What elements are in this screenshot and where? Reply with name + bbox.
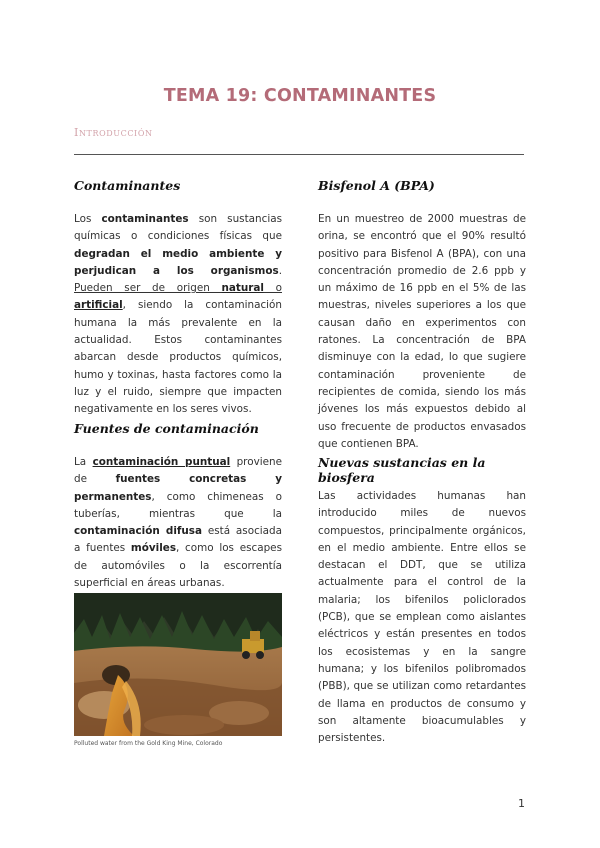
paragraph-bpa: En un muestreo de 2000 muestras de orina, se encontró que el 90% resultó positivo para Bisfenol A (BPA), con una concentración promedio de 2.6 ppb y un máximo de 16 ppb en el 5% de las muestras, niveles superiores a los que causan daño en experimentos con ratones. La concentración de BPA disminuye con la edad, lo que sugiere contaminación proveniente de recipientes de comida, siendo los más jóvenes los más expuestos debido al uso frecuente de productos envasados que contienen BPA. (318, 213, 526, 450)
heading-fuentes: Fuentes de contaminación (74, 421, 259, 436)
paragraph-fuentes: La contaminación puntual proviene de fuentes concretas y permanentes, como chimeneas o tuberías, mientras que la contaminación difusa está asociada a fuentes móviles, como los escapes de automóviles o la escorrentía superficial en áreas urbanas. (74, 456, 282, 590)
section-label-introduction: Introducción (74, 126, 153, 139)
paragraph-contaminantes: Los contaminantes son sustancias químicas o condiciones físicas que degradan el medio ambiente y perjudican a los organismos. Pueden ser de origen natural o artificial, siendo la contaminación humana la más prevalente en la actualidad. Estos contaminantes abarcan desde productos químicos, humo y toxinas, hasta factores como la luz y el ruido, siempre que impacten negativamente en los seres vivos. (74, 213, 282, 416)
page-title: TEMA 19: CONTAMINANTES (163, 86, 437, 106)
section-fuentes (74, 421, 282, 436)
divider (74, 154, 524, 155)
section-bpa (318, 178, 526, 193)
paragraph-nuevas: Las actividades humanas han introducido miles de nuevos compuestos, principalmente orgánicos, en el medio ambiente. Entre ellos se destacan el DDT, que se utiliza actualmente para el control de la malaria; los bifenilos policlorados (PCB), que se emplean como aislantes eléctricos y están presentes en todos los ecosistemas y en la sangre humana; y los bifenilos polibromados (PBB), que se utilizan como retardantes de llama en productos de consumo y son altamente bioacumulables y persistentes. (318, 490, 526, 745)
mine-pollution-photo (74, 593, 282, 736)
section-nuevas (318, 455, 526, 485)
heading-nuevas: Nuevas sustancias en la biosfera (318, 455, 486, 485)
heading-bpa: Bisfenol A (BPA) (318, 178, 435, 193)
photo-caption: Polluted water from the Gold King Mine, Colorado (74, 740, 223, 747)
heading-contaminantes: Contaminantes (74, 178, 181, 193)
page-number: 1 (518, 797, 525, 810)
section-contaminantes (74, 178, 282, 193)
